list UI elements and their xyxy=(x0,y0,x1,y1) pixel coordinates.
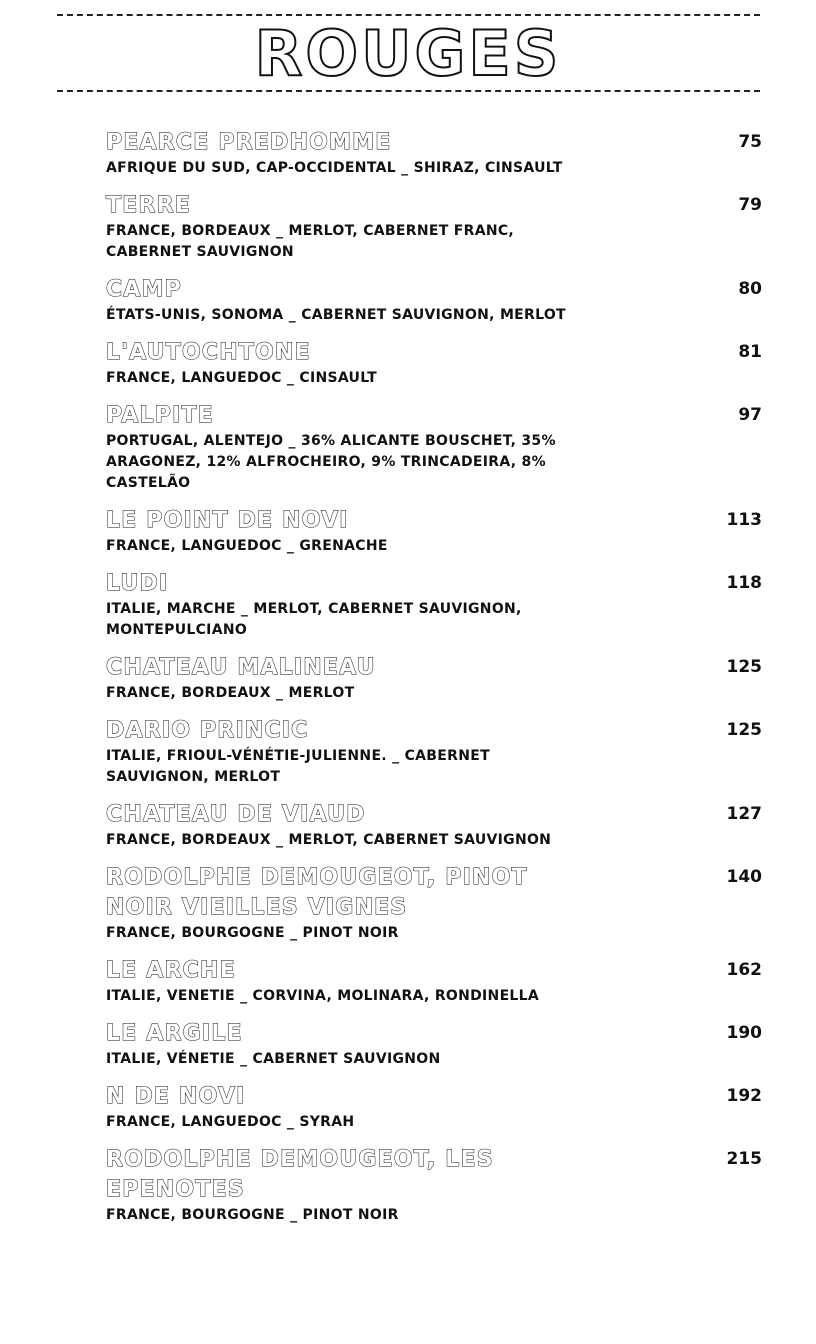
wine-price: 80 xyxy=(738,279,762,299)
wine-name: N DE NOVI xyxy=(106,1084,246,1109)
wine-name: LE ARCHE xyxy=(106,958,236,983)
wine-name: RODOLPHE DEMOUGEOT, PINOT NOIR VIEILLES VIGNES xyxy=(106,865,528,920)
top-dashed-divider xyxy=(57,14,760,16)
wine-name: CHATEAU DE VIAUD xyxy=(106,802,366,827)
wine-name: TERRE xyxy=(106,193,191,218)
wine-description: ITALIE, MARCHE _ MERLOT, CABERNET SAUVIGNON, MONTEPULCIANO xyxy=(106,601,522,638)
wine-name: LE ARGILE xyxy=(106,1021,243,1046)
wine-name: PEARCE PREDHOMME xyxy=(106,130,392,155)
wine-item xyxy=(106,1019,766,1070)
wine-list xyxy=(106,128,766,1238)
wine-name: PALPITE xyxy=(106,403,214,428)
wine-item xyxy=(106,401,766,494)
wine-item xyxy=(106,1145,766,1226)
wine-price: 79 xyxy=(738,195,762,215)
wine-item xyxy=(106,128,766,179)
wine-description: FRANCE, LANGUEDOC _ SYRAH xyxy=(106,1114,355,1130)
wine-item xyxy=(106,275,766,326)
wine-item xyxy=(106,191,766,263)
wine-item xyxy=(106,569,766,641)
wine-name: CHATEAU MALINEAU xyxy=(106,655,376,680)
wine-name: LE POINT DE NOVI xyxy=(106,508,349,533)
wine-item xyxy=(106,653,766,704)
wine-description: ÉTATS-UNIS, SONOMA _ CABERNET SAUVIGNON, MERLOT xyxy=(106,307,566,323)
wine-item xyxy=(106,1082,766,1133)
wine-description: FRANCE, BOURGOGNE _ PINOT NOIR xyxy=(106,925,399,941)
wine-price: 75 xyxy=(738,132,762,152)
wine-item xyxy=(106,338,766,389)
wine-description: FRANCE, LANGUEDOC _ CINSAULT xyxy=(106,370,377,386)
page-title: ROUGES xyxy=(254,17,562,90)
wine-price: 125 xyxy=(726,720,762,740)
wine-description: AFRIQUE DU SUD, CAP-OCCIDENTAL _ SHIRAZ, CINSAULT xyxy=(106,160,563,176)
wine-item xyxy=(106,800,766,851)
wine-description: FRANCE, BORDEAUX _ MERLOT xyxy=(106,685,355,701)
wine-price: 215 xyxy=(726,1149,762,1169)
wine-name: L'AUTOCHTONE xyxy=(106,340,311,365)
wine-description: FRANCE, BOURGOGNE _ PINOT NOIR xyxy=(106,1207,399,1223)
wine-description: FRANCE, LANGUEDOC _ GRENACHE xyxy=(106,538,388,554)
wine-price: 192 xyxy=(726,1086,762,1106)
wine-description: PORTUGAL, ALENTEJO _ 36% ALICANTE BOUSCHET, 35% ARAGONEZ, 12% ALFROCHEIRO, 9% TRINCADEIRA, 8% CASTELÃO xyxy=(106,433,556,491)
wine-price: 190 xyxy=(726,1023,762,1043)
wine-price: 113 xyxy=(726,510,762,530)
wine-price: 140 xyxy=(726,867,762,887)
wine-description: FRANCE, BORDEAUX _ MERLOT, CABERNET SAUVIGNON xyxy=(106,832,552,848)
wine-item xyxy=(106,863,766,944)
wine-item xyxy=(106,506,766,557)
wine-price: 162 xyxy=(726,960,762,980)
wine-name: CAMP xyxy=(106,277,182,302)
wine-name: DARIO PRINCIC xyxy=(106,718,309,743)
wine-description: ITALIE, VENETIE _ CORVINA, MOLINARA, RONDINELLA xyxy=(106,988,540,1004)
wine-price: 81 xyxy=(738,342,762,362)
wine-description: FRANCE, BORDEAUX _ MERLOT, CABERNET FRANC, CABERNET SAUVIGNON xyxy=(106,223,515,260)
bottom-dashed-divider xyxy=(57,90,760,92)
wine-name: LUDI xyxy=(106,571,169,596)
wine-item xyxy=(106,716,766,788)
wine-description: ITALIE, FRIOUL-VÉNÉTIE-JULIENNE. _ CABERNET SAUVIGNON, MERLOT xyxy=(106,748,490,785)
wine-price: 97 xyxy=(738,405,762,425)
wine-item xyxy=(106,956,766,1007)
wine-description: ITALIE, VÉNETIE _ CABERNET SAUVIGNON xyxy=(106,1051,441,1067)
wine-name: RODOLPHE DEMOUGEOT, LES EPENOTES xyxy=(106,1147,494,1202)
wine-price: 125 xyxy=(726,657,762,677)
wine-price: 118 xyxy=(726,573,762,593)
wine-price: 127 xyxy=(726,804,762,824)
